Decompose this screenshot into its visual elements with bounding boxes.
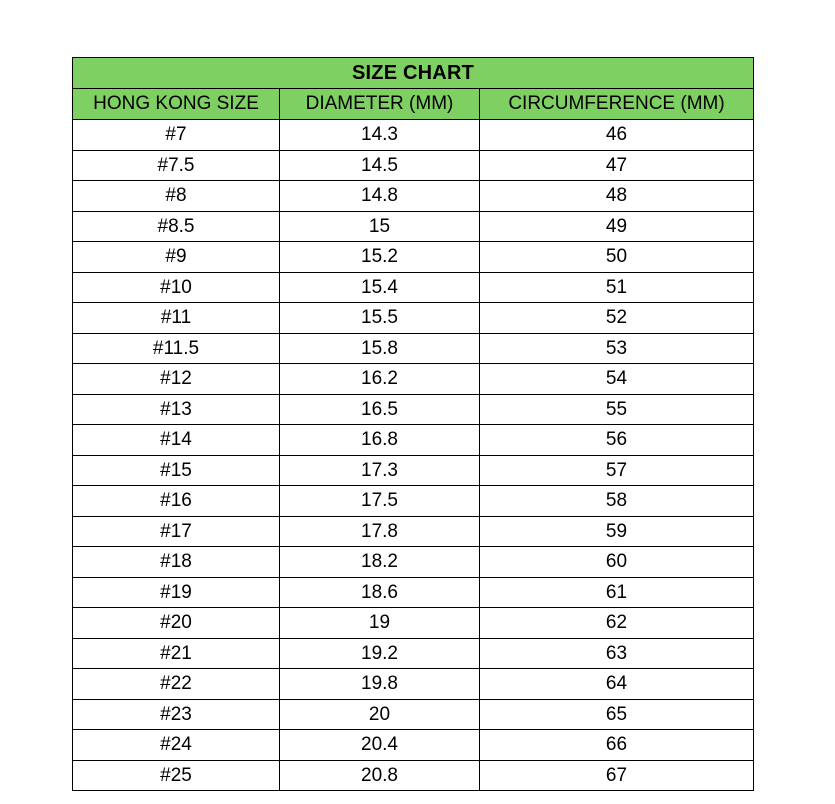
cell-diameter: 15.4 [280, 272, 480, 303]
cell-diameter: 17.5 [280, 486, 480, 517]
cell-circumference: 60 [480, 547, 754, 578]
cell-diameter: 20.8 [280, 760, 480, 791]
cell-diameter: 16.2 [280, 364, 480, 395]
cell-circumference: 46 [480, 120, 754, 151]
table-row [73, 120, 754, 151]
cell-hong-kong-size: #25 [73, 760, 280, 791]
table-row [73, 516, 754, 547]
cell-hong-kong-size: #11 [73, 303, 280, 334]
cell-hong-kong-size: #19 [73, 577, 280, 608]
cell-hong-kong-size: #20 [73, 608, 280, 639]
table-row [73, 699, 754, 730]
cell-diameter: 18.6 [280, 577, 480, 608]
cell-diameter: 15.8 [280, 333, 480, 364]
cell-circumference: 61 [480, 577, 754, 608]
cell-hong-kong-size: #23 [73, 699, 280, 730]
table-row [73, 760, 754, 791]
cell-diameter: 15.2 [280, 242, 480, 273]
cell-circumference: 56 [480, 425, 754, 456]
cell-diameter: 20 [280, 699, 480, 730]
column-header-diameter: DIAMETER (MM) [280, 89, 480, 120]
chart-title-row [73, 58, 754, 89]
cell-circumference: 67 [480, 760, 754, 791]
table-row [73, 638, 754, 669]
cell-circumference: 64 [480, 669, 754, 700]
size-chart-container [72, 57, 753, 791]
cell-hong-kong-size: #15 [73, 455, 280, 486]
cell-diameter: 17.3 [280, 455, 480, 486]
column-header-circumference: CIRCUMFERENCE (MM) [480, 89, 754, 120]
cell-diameter: 19 [280, 608, 480, 639]
cell-circumference: 59 [480, 516, 754, 547]
table-row [73, 333, 754, 364]
cell-diameter: 16.5 [280, 394, 480, 425]
table-row [73, 455, 754, 486]
cell-diameter: 17.8 [280, 516, 480, 547]
cell-hong-kong-size: #21 [73, 638, 280, 669]
cell-hong-kong-size: #7 [73, 120, 280, 151]
cell-hong-kong-size: #24 [73, 730, 280, 761]
table-row [73, 364, 754, 395]
cell-hong-kong-size: #18 [73, 547, 280, 578]
cell-diameter: 18.2 [280, 547, 480, 578]
table-header-row [73, 89, 754, 120]
cell-circumference: 52 [480, 303, 754, 334]
cell-hong-kong-size: #12 [73, 364, 280, 395]
cell-hong-kong-size: #8 [73, 181, 280, 212]
cell-circumference: 66 [480, 730, 754, 761]
cell-diameter: 14.8 [280, 181, 480, 212]
cell-hong-kong-size: #9 [73, 242, 280, 273]
table-row [73, 242, 754, 273]
cell-circumference: 58 [480, 486, 754, 517]
cell-diameter: 15.5 [280, 303, 480, 334]
cell-hong-kong-size: #11.5 [73, 333, 280, 364]
cell-hong-kong-size: #8.5 [73, 211, 280, 242]
size-chart-table [72, 57, 754, 791]
cell-diameter: 19.8 [280, 669, 480, 700]
cell-circumference: 55 [480, 394, 754, 425]
table-row [73, 272, 754, 303]
cell-circumference: 54 [480, 364, 754, 395]
table-row [73, 211, 754, 242]
table-row [73, 577, 754, 608]
cell-circumference: 53 [480, 333, 754, 364]
chart-title: SIZE CHART [73, 58, 754, 89]
table-row [73, 608, 754, 639]
cell-hong-kong-size: #14 [73, 425, 280, 456]
cell-circumference: 50 [480, 242, 754, 273]
cell-diameter: 16.8 [280, 425, 480, 456]
cell-circumference: 51 [480, 272, 754, 303]
cell-circumference: 62 [480, 608, 754, 639]
cell-circumference: 63 [480, 638, 754, 669]
cell-circumference: 57 [480, 455, 754, 486]
cell-hong-kong-size: #17 [73, 516, 280, 547]
cell-circumference: 49 [480, 211, 754, 242]
size-chart-body [73, 58, 754, 791]
table-row [73, 150, 754, 181]
cell-diameter: 15 [280, 211, 480, 242]
cell-hong-kong-size: #16 [73, 486, 280, 517]
column-header-hong-kong-size: HONG KONG SIZE [73, 89, 280, 120]
cell-hong-kong-size: #22 [73, 669, 280, 700]
cell-hong-kong-size: #13 [73, 394, 280, 425]
table-row [73, 425, 754, 456]
table-row [73, 394, 754, 425]
cell-diameter: 19.2 [280, 638, 480, 669]
cell-diameter: 14.3 [280, 120, 480, 151]
table-row [73, 669, 754, 700]
table-row [73, 303, 754, 334]
cell-circumference: 65 [480, 699, 754, 730]
table-row [73, 486, 754, 517]
table-row [73, 547, 754, 578]
table-row [73, 181, 754, 212]
cell-hong-kong-size: #10 [73, 272, 280, 303]
cell-diameter: 14.5 [280, 150, 480, 181]
cell-circumference: 48 [480, 181, 754, 212]
cell-hong-kong-size: #7.5 [73, 150, 280, 181]
cell-diameter: 20.4 [280, 730, 480, 761]
table-row [73, 730, 754, 761]
cell-circumference: 47 [480, 150, 754, 181]
